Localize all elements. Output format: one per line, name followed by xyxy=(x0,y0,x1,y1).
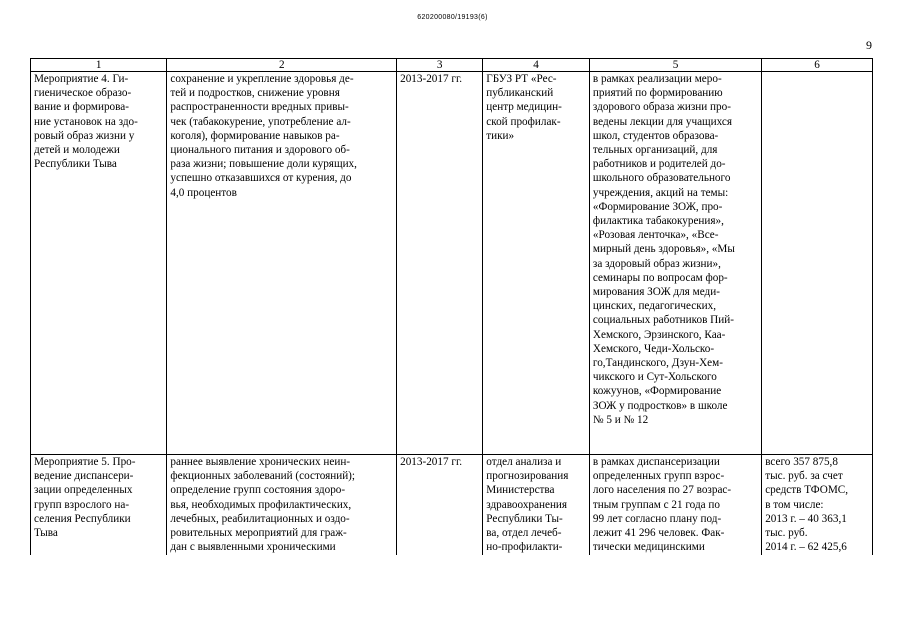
cell-text-line: групп взрослого на- xyxy=(34,498,130,511)
cell-text-line: в том числе: xyxy=(765,498,824,511)
cell-text-line: работников и родителей до- xyxy=(592,158,726,171)
expected-result-cell xyxy=(167,72,397,455)
cell-text-line: распространенности вредных привы- xyxy=(170,101,349,114)
cell-text-line: ровый образ жизни у xyxy=(34,129,135,142)
cell-text-line: вание и формирова- xyxy=(34,101,129,114)
cell-text-line: ние установок на здо- xyxy=(34,115,138,128)
cell-text-line: 99 лет согласно плану под- xyxy=(592,512,722,525)
cell-text-line: Тыва xyxy=(34,527,58,540)
cell-text-line: 2013 г. – 40 363,1 xyxy=(765,512,847,525)
cell-text-line: тным группам с 21 года по xyxy=(592,498,720,511)
period-cell xyxy=(397,72,483,455)
cell-text-line: зации определенных xyxy=(34,484,133,497)
cell-text-line: ционального питания и здорового об- xyxy=(170,144,350,157)
funding-cell xyxy=(762,72,873,455)
cell-text-line: Республики Ты- xyxy=(486,512,563,525)
cell-text-line: Республики Тыва xyxy=(34,158,117,171)
cell-text-line: прогнозирования xyxy=(486,470,569,483)
cell-text-line: ГБУЗ РТ «Рес- xyxy=(486,73,557,85)
column-number: 2 xyxy=(167,59,397,72)
cell-text-line: чек (табакокурение, употребление ал- xyxy=(170,115,351,128)
cell-text-line: мирный день здоровья», «Мы xyxy=(592,243,735,256)
cell-text-line: фекционных заболеваний (состояний); xyxy=(170,470,356,483)
cell-text-line: отдел анализа и xyxy=(486,456,562,468)
cell-text-line: Министерства xyxy=(486,484,555,497)
cell-text-line: раза жизни; повышение доли курящих, xyxy=(170,158,357,171)
cell-text-line: тей и подростков, снижение уровня xyxy=(170,87,340,100)
cell-text-line: тыс. руб. за счет xyxy=(765,470,843,483)
table-row xyxy=(31,455,873,556)
cell-text-line: детей и молодежи xyxy=(34,144,120,157)
period-cell xyxy=(397,455,483,556)
cell-text-line: чикского и Сут-Хольского xyxy=(592,371,717,384)
cell-text-line: лого населения по 27 возрас- xyxy=(592,484,732,497)
cell-text-line: 4,0 процентов xyxy=(170,186,237,199)
cell-text-line: ЗОЖ у подростков» в школе xyxy=(592,399,728,412)
cell-text-line: коголя), формирование навыков ра- xyxy=(170,129,340,142)
cell-text-line: семинары по вопросам фор- xyxy=(592,271,728,284)
implementation-cell xyxy=(589,455,761,556)
cell-text-line: определение групп состояния здоро- xyxy=(170,484,346,497)
cell-text-line: успешно отказавшихся от курения, до xyxy=(170,172,352,185)
cell-text-line: 2013-2017 гг. xyxy=(400,456,463,468)
cell-text-line: сохранение и укрепление здоровья де- xyxy=(170,73,354,85)
cell-text-line: Мероприятие 5. Про- xyxy=(34,456,136,468)
cell-text-line: ровительных мероприятий для граж- xyxy=(170,527,347,540)
cell-text-line: школ, студентов образова- xyxy=(592,129,719,142)
column-number: 5 xyxy=(589,59,761,72)
cell-text-line: филактика табакокурения», xyxy=(592,215,724,228)
column-number: 1 xyxy=(31,59,167,72)
cell-text-line: «Розовая ленточка», «Все- xyxy=(592,229,719,242)
cell-text-line: публиканский xyxy=(486,87,554,100)
cell-text-line: селения Республики xyxy=(34,512,131,525)
expected-result-cell xyxy=(167,455,397,556)
cell-text-line: 2014 г. – 62 425,6 xyxy=(765,541,847,554)
cell-text-line: за здоровый образ жизни», xyxy=(592,257,721,270)
cell-text-line: приятий по формированию xyxy=(592,87,723,100)
cell-text-line: кожуунов, «Формирование xyxy=(592,385,722,398)
cell-text-line: определенных групп взрос- xyxy=(592,470,725,483)
cell-text-line: го,Тандинского, Дзун-Хем- xyxy=(592,357,723,370)
cell-text-line: ской профилак- xyxy=(486,115,561,128)
program-table xyxy=(30,58,873,555)
cell-text-line: ведены лекции для учащихся xyxy=(592,115,733,128)
activity-name-cell xyxy=(31,72,167,455)
executor-cell xyxy=(483,455,590,556)
funding-cell xyxy=(762,455,873,556)
implementation-cell xyxy=(589,72,761,455)
cell-text-line: здорового образа жизни про- xyxy=(592,101,731,114)
column-number-row xyxy=(31,59,873,72)
cell-text-line: Хемского, Эрзинского, Каа- xyxy=(592,328,726,341)
table-row xyxy=(31,72,873,455)
cell-text-line: тыс. руб. xyxy=(765,527,808,540)
cell-text-line: лечебных, реабилитационных и оздо- xyxy=(170,512,350,525)
cell-text-line: центр медицин- xyxy=(486,101,562,114)
cell-text-line: учреждения, акций на темы: xyxy=(592,186,729,199)
page-number: 9 xyxy=(866,38,872,52)
cell-text-line: средств ТФОМС, xyxy=(765,484,849,497)
executor-cell xyxy=(483,72,590,455)
cell-text-line: вья, необходимых профилактических, xyxy=(170,498,352,511)
cell-text-line: лежит 41 296 человек. Фак- xyxy=(592,527,725,540)
cell-text-line: социальных работников Пий- xyxy=(592,314,734,327)
cell-text-line: «Формирование ЗОЖ, про- xyxy=(592,200,723,213)
cell-text-line: тельных организаций, для xyxy=(592,144,718,157)
cell-text-line: № 5 и № 12 xyxy=(592,413,649,426)
cell-text-line: ведение диспансери- xyxy=(34,470,134,483)
cell-text-line: школьного образовательного xyxy=(592,172,731,185)
activity-name-cell xyxy=(31,455,167,556)
cell-text-line: дан с выявленными хроническими xyxy=(170,541,336,554)
cell-text-line: в рамках реализации меро- xyxy=(592,73,722,85)
cell-text-line: мирования ЗОЖ для меди- xyxy=(592,286,720,299)
column-number: 3 xyxy=(397,59,483,72)
cell-text-line: раннее выявление хронических неин- xyxy=(170,456,351,468)
cell-text-line: Хемского, Чеди-Хольско- xyxy=(592,342,715,355)
cell-text-line: гиеническое образо- xyxy=(34,87,132,100)
cell-text-line: цинских, педагогических, xyxy=(592,300,717,313)
column-number: 4 xyxy=(483,59,590,72)
column-number: 6 xyxy=(762,59,873,72)
cell-text-line: Мероприятие 4. Ги- xyxy=(34,73,129,85)
cell-text-line: здравоохранения xyxy=(486,498,568,511)
cell-text-line: но-профилакти- xyxy=(486,541,563,554)
document-id: 620200080/19193(6) xyxy=(417,14,488,21)
cell-text-line: тики» xyxy=(486,129,515,142)
cell-text-line: 2013-2017 гг. xyxy=(400,73,463,85)
cell-text-line: в рамках диспансеризации xyxy=(592,456,720,468)
cell-text-line: всего 357 875,8 xyxy=(765,456,838,468)
cell-text-line: ва, отдел лечеб- xyxy=(486,527,562,540)
cell-text-line: тически медицинскими xyxy=(592,541,705,554)
